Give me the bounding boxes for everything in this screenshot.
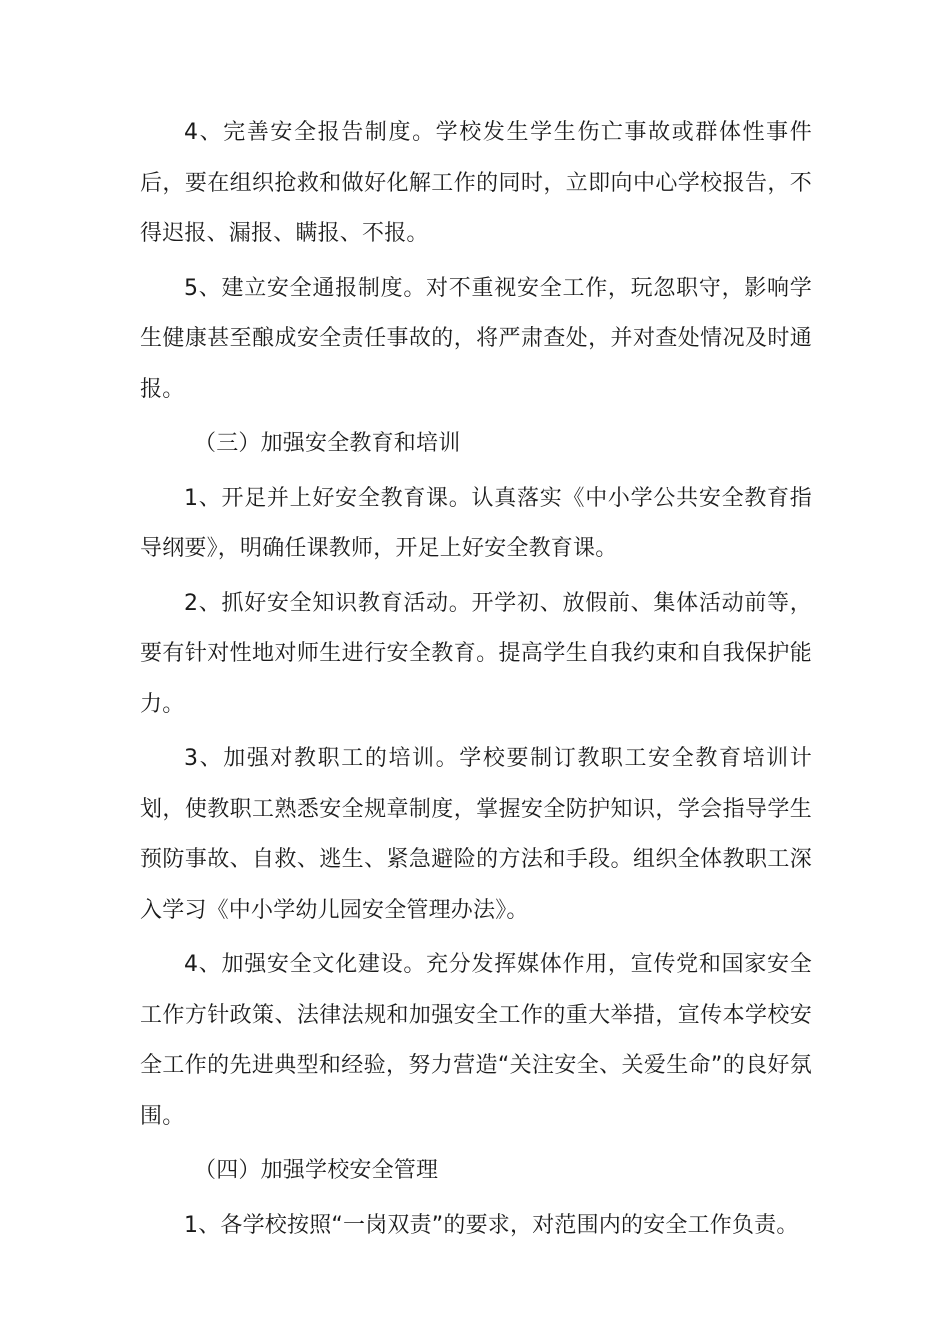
document-body — [140, 108, 812, 1251]
section-heading-safety-management: （四）加强学校安全管理 — [194, 1158, 439, 1183]
paragraph-safety-course: 1、开足并上好安全教育课。认真落实《中小学公共安全教育指导纲要》，明确任课教师，开足上好安全教育课。 — [140, 485, 812, 561]
paragraph-staff-training: 3、加强对教职工的培训。学校要制订教职工安全教育培训计划，使教职工熟悉安全规章制度，掌握安全防护知识，学会指导学生预防事故、自救、逃生、紧急避险的方法和手段。组织全体教职工深入学习《中小学幼儿园安全管理办法》。 — [140, 746, 812, 923]
paragraph-notification-system: 5、建立安全通报制度。对不重视安全工作，玩忽职守，影响学生健康甚至酿成安全责任事故的，将严肃查处，并对查处情况及时通报。 — [140, 275, 812, 402]
section-heading-education-training: （三）加强安全教育和培训 — [194, 431, 461, 456]
paragraph-knowledge-activities: 2、抓好安全知识教育活动。开学初、放假前、集体活动前等，要有针对性地对师生进行安全教育。提高学生自我约束和自我保护能力。 — [140, 590, 812, 717]
paragraph-safety-culture: 4、加强安全文化建设。充分发挥媒体作用，宣传党和国家安全工作方针政策、法律法规和加强安全工作的重大举措，宣传本学校安全工作的先进典型和经验，努力营造“关注安全、关爱生命”的良好氛围。 — [140, 952, 812, 1129]
paragraph-one-post-two-duties: 1、各学校按照“一岗双责”的要求，对范围内的安全工作负责。 — [184, 1212, 799, 1238]
paragraph-report-system: 4、完善安全报告制度。学校发生学生伤亡事故或群体性事件后，要在组织抢救和做好化解工作的同时，立即向中心学校报告，不得迟报、漏报、瞒报、不报。 — [140, 120, 812, 246]
